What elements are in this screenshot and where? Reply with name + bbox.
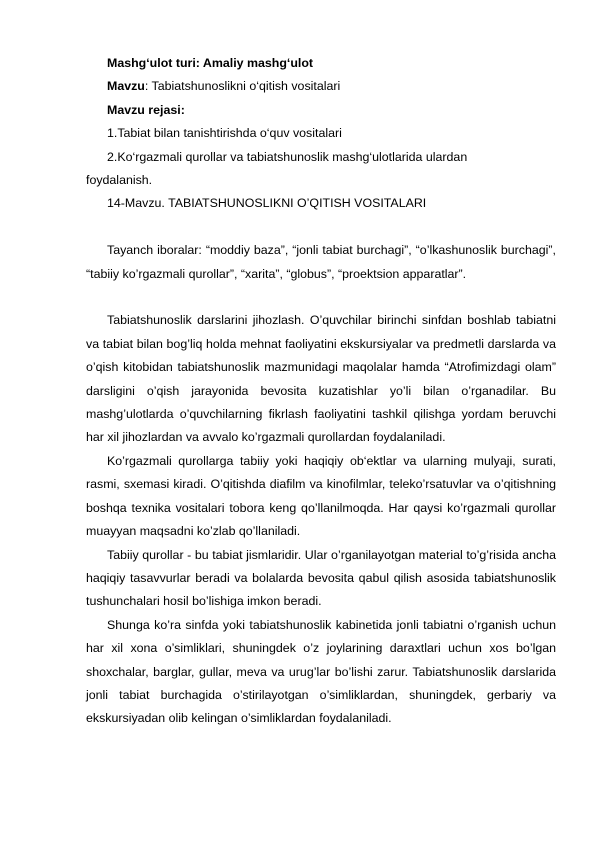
body-paragraph-1: Tabiatshunoslik darslarini jihozlash. O’quvchilar birinchi sinfdan boshlab tabiatni va tabiat bilan bog’liq holda mehnat faoliyatini ekskursiyalar va predmetli darslarda va o’qish kitobidan tabiatshunoslik mazmunidagi maqolalar hamda “Atrofimizdagi olam” darsligini o’qish jarayonida bevosita kuzatishlar yo’li bilan o’rganadilar. Bu mashg’ulotlarda o’quvchilarning fikrlash faoliyatini tashkil qilishga yordam beruvchi har xil jihozlardan va avvalo ko’rgazmali qurollardan foydalaniladi.	[86, 313, 556, 445]
lesson-type-line: Mashg‘ulot turi: Amaliy mashg‘ulot	[107, 56, 314, 70]
spacer	[86, 216, 556, 239]
plan-item-2-continuation: foydalanish.	[86, 173, 153, 188]
topic-value: : Tabiatshunoslikni o‘qitish vositalari	[144, 79, 341, 94]
body-paragraph-2: Ko’rgazmali qurollarga tabiiy yoki haqiqiy ob‘ektlar va ularning mulyaji, surati, rasmi, sxemasi kiradi. O’qitishda diafilm va kinofilmlar, teleko’rsatuvlar va o’qitishning boshqa texnika vositalari tobora keng qo’llanilmoqda. Har qaysi ko’rgazmali qurollar muayyan maqsadni ko’zlab qo’llaniladi.	[86, 453, 556, 539]
plan-item-1: 1.Tabiat bilan tanishtirishda o‘quv vositalari	[107, 126, 342, 141]
body-paragraph-4: Shunga ko’ra sinfda yoki tabiatshunoslik kabinetida jonli tabiatni o’rganish uchun har xil xona o’simliklari, shuningdek o’z joylarining daraxtlari uchun xos bo’lgan shoxchalar, barglar, gullar, meva va urug’lar bo’lishi zarur. Tabiatshunoslik darslarida jonli tabiat burchagida o’stirilayotgan o’simliklardan, shuningdek, gerbariy va ekskursiyadan olib kelingan o’simliklardan foydalaniladi.	[86, 617, 556, 726]
topic-label: Mavzu	[107, 79, 145, 94]
document-page	[86, 52, 556, 731]
topic-line	[86, 75, 556, 98]
spacer	[86, 286, 556, 309]
keywords-paragraph: Tayanch iboralar: “moddiy baza”, “jonli tabiat burchagi”, “o’lkashunoslik burchagi”, “tabiiy ko’rgazmali qurollar”, “xarita”, “globus”, “proektsion apparatlar”.	[86, 243, 556, 281]
body-paragraph-3: Tabiiy qurollar - bu tabiat jismlaridir. Ular o’rganilayotgan material to’g’risida ancha haqiqiy tasavvurlar beradi va bolalarda bevosita qabul qilish asosida tabiatshunoslik tushunchalari hosil bo’lishiga imkon beradi.	[86, 547, 556, 609]
lesson-title: 14-Mavzu. TABIATSHUNOSLIKNI O’QITISH VOSITALARI	[107, 196, 427, 211]
plan-item-2: 2.Ko‘rgazmali qurollar va tabiatshunoslik mashg‘ulotlarida ulardan	[107, 149, 468, 164]
plan-label: Mavzu rejasi:	[107, 102, 185, 117]
